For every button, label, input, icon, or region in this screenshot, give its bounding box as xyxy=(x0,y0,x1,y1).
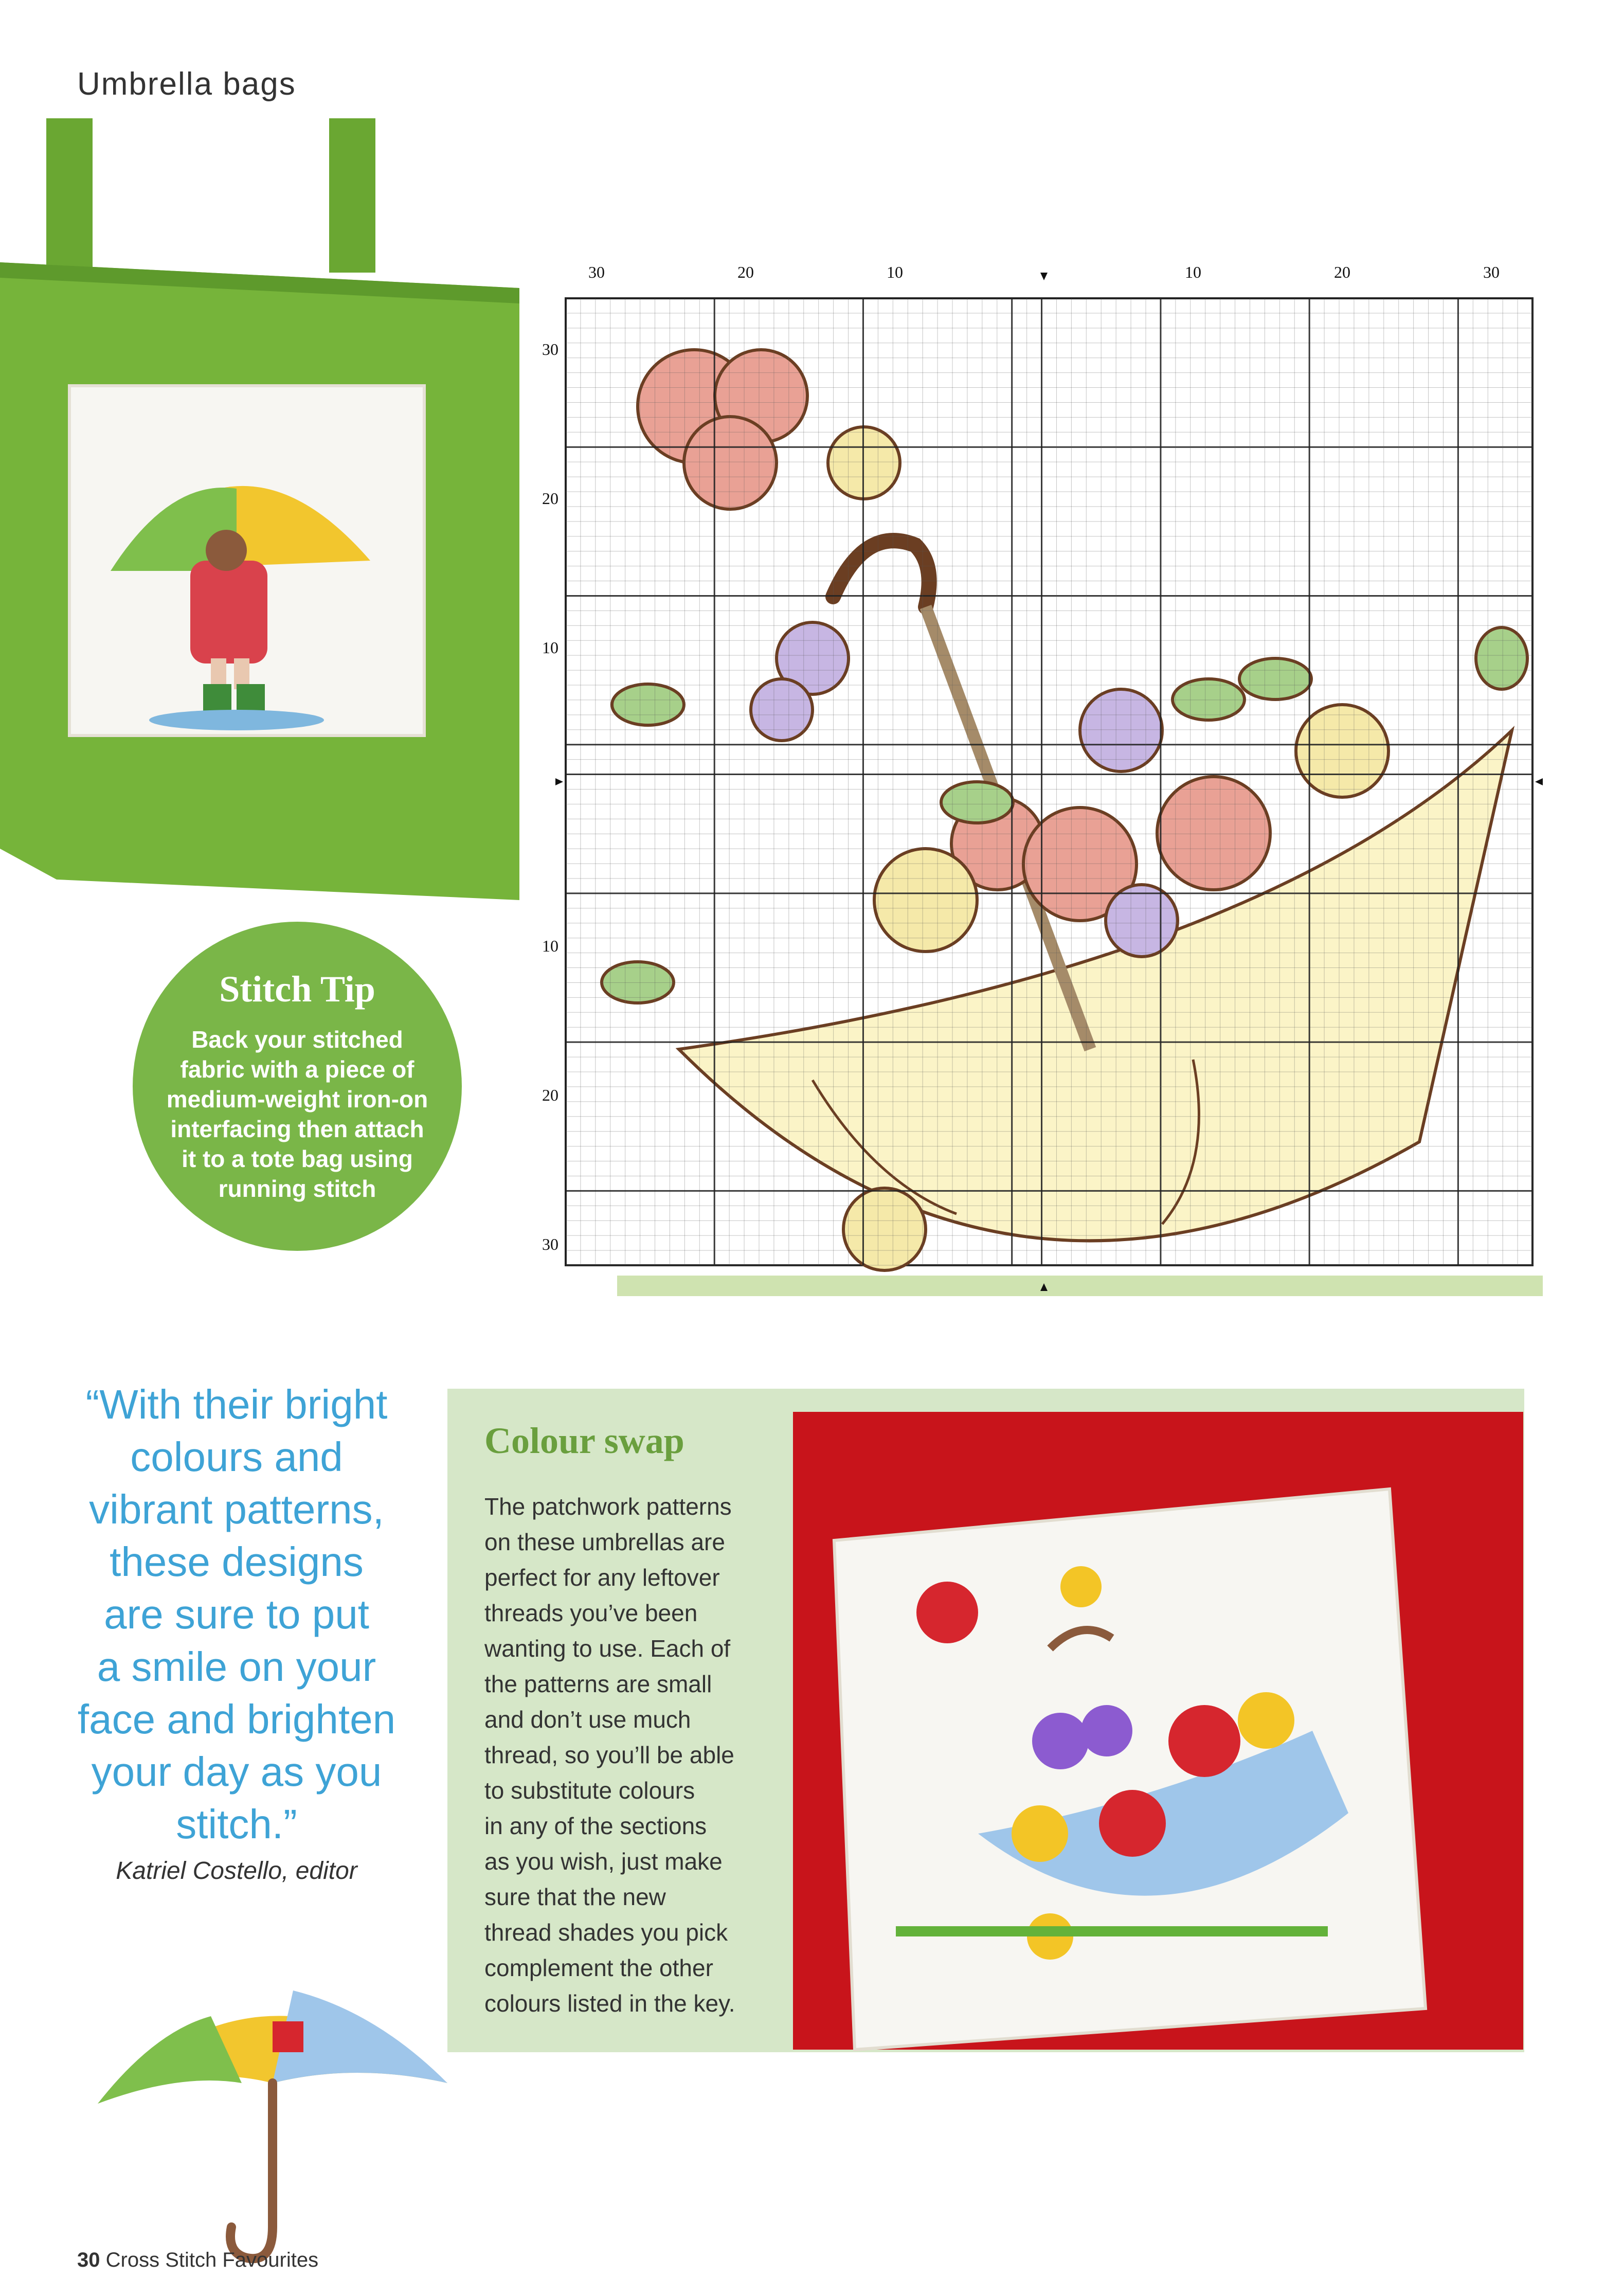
page-footer xyxy=(77,2249,318,2272)
chart-top-label: 10 xyxy=(887,263,903,281)
stitched-umbrella-photo xyxy=(793,1412,1523,2050)
body-line: threads you’ve been xyxy=(484,1600,698,1626)
chart-left-label: 30 xyxy=(542,1235,558,1253)
body-line: and don’t use much xyxy=(484,1706,691,1733)
chart-top-label: 10 xyxy=(1185,263,1201,281)
colour-swap-body xyxy=(484,1489,772,2021)
quote-line: a smile on your xyxy=(97,1644,376,1690)
patchwork-umbrella-image xyxy=(87,1960,458,2279)
stitch-tip-line: medium-weight iron-on xyxy=(166,1086,428,1113)
body-line: wanting to use. Each of xyxy=(484,1635,731,1662)
body-line: as you wish, just make xyxy=(484,1848,723,1875)
page-number: 30 xyxy=(77,2249,100,2271)
chart-left-label: 20 xyxy=(542,489,558,508)
body-line: to substitute colours xyxy=(484,1777,695,1804)
chart-left-label: 20 xyxy=(542,1086,558,1104)
tote-bag-photo xyxy=(0,118,519,900)
chart-top-label: 30 xyxy=(588,263,605,281)
stitch-tip-line: it to a tote bag using xyxy=(182,1145,413,1172)
chart-left-label: 10 xyxy=(542,937,558,955)
cross-stitch-chart xyxy=(542,257,1589,1306)
body-line: thread shades you pick xyxy=(484,1919,728,1946)
stitch-tip-body xyxy=(164,1025,431,1204)
body-line: the patterns are small xyxy=(484,1671,712,1697)
quote-author: Katriel Costello, editor xyxy=(116,1857,357,1885)
chart-left-label: 30 xyxy=(542,340,558,358)
quote-line: vibrant patterns, xyxy=(89,1486,384,1532)
quote-line: are sure to put xyxy=(104,1591,369,1637)
magazine-name: Cross Stitch Favourites xyxy=(105,2249,319,2271)
stitch-tip-line: fabric with a piece of xyxy=(180,1056,414,1083)
stitch-tip-line: interfacing then attach xyxy=(170,1116,424,1142)
quote-line: colours and xyxy=(130,1434,343,1480)
body-line: colours listed in the key. xyxy=(484,1990,735,2017)
quote-line: face and brighten xyxy=(77,1696,396,1742)
quote-line: “With their bright xyxy=(85,1382,388,1427)
quote-line: stitch.” xyxy=(176,1801,297,1847)
body-line: perfect for any leftover xyxy=(484,1564,720,1591)
pull-quote xyxy=(72,1378,401,1851)
chart-left-label: 10 xyxy=(542,638,558,657)
body-line: complement the other xyxy=(484,1954,713,1981)
body-line: The patchwork patterns xyxy=(484,1493,732,1520)
body-line: in any of the sections xyxy=(484,1813,707,1839)
stitch-tip xyxy=(133,922,462,1251)
body-line: on these umbrellas are xyxy=(484,1529,725,1555)
colour-swap-title: Colour swap xyxy=(484,1420,684,1461)
body-line: sure that the new xyxy=(484,1884,666,1910)
chart-top-label: 20 xyxy=(737,263,754,281)
chart-top-label: 20 xyxy=(1334,263,1350,281)
stitch-tip-title: Stitch Tip xyxy=(219,968,375,1010)
chart-top-label: 30 xyxy=(1483,263,1500,281)
body-line: thread, so you’ll be able xyxy=(484,1742,734,1768)
quote-line: your day as you xyxy=(91,1749,382,1795)
stitch-tip-line: Back your stitched xyxy=(191,1026,403,1053)
stitch-tip-line: running stitch xyxy=(218,1175,376,1202)
section-title: Umbrella bags xyxy=(77,66,296,102)
quote-line: these designs xyxy=(110,1539,364,1585)
